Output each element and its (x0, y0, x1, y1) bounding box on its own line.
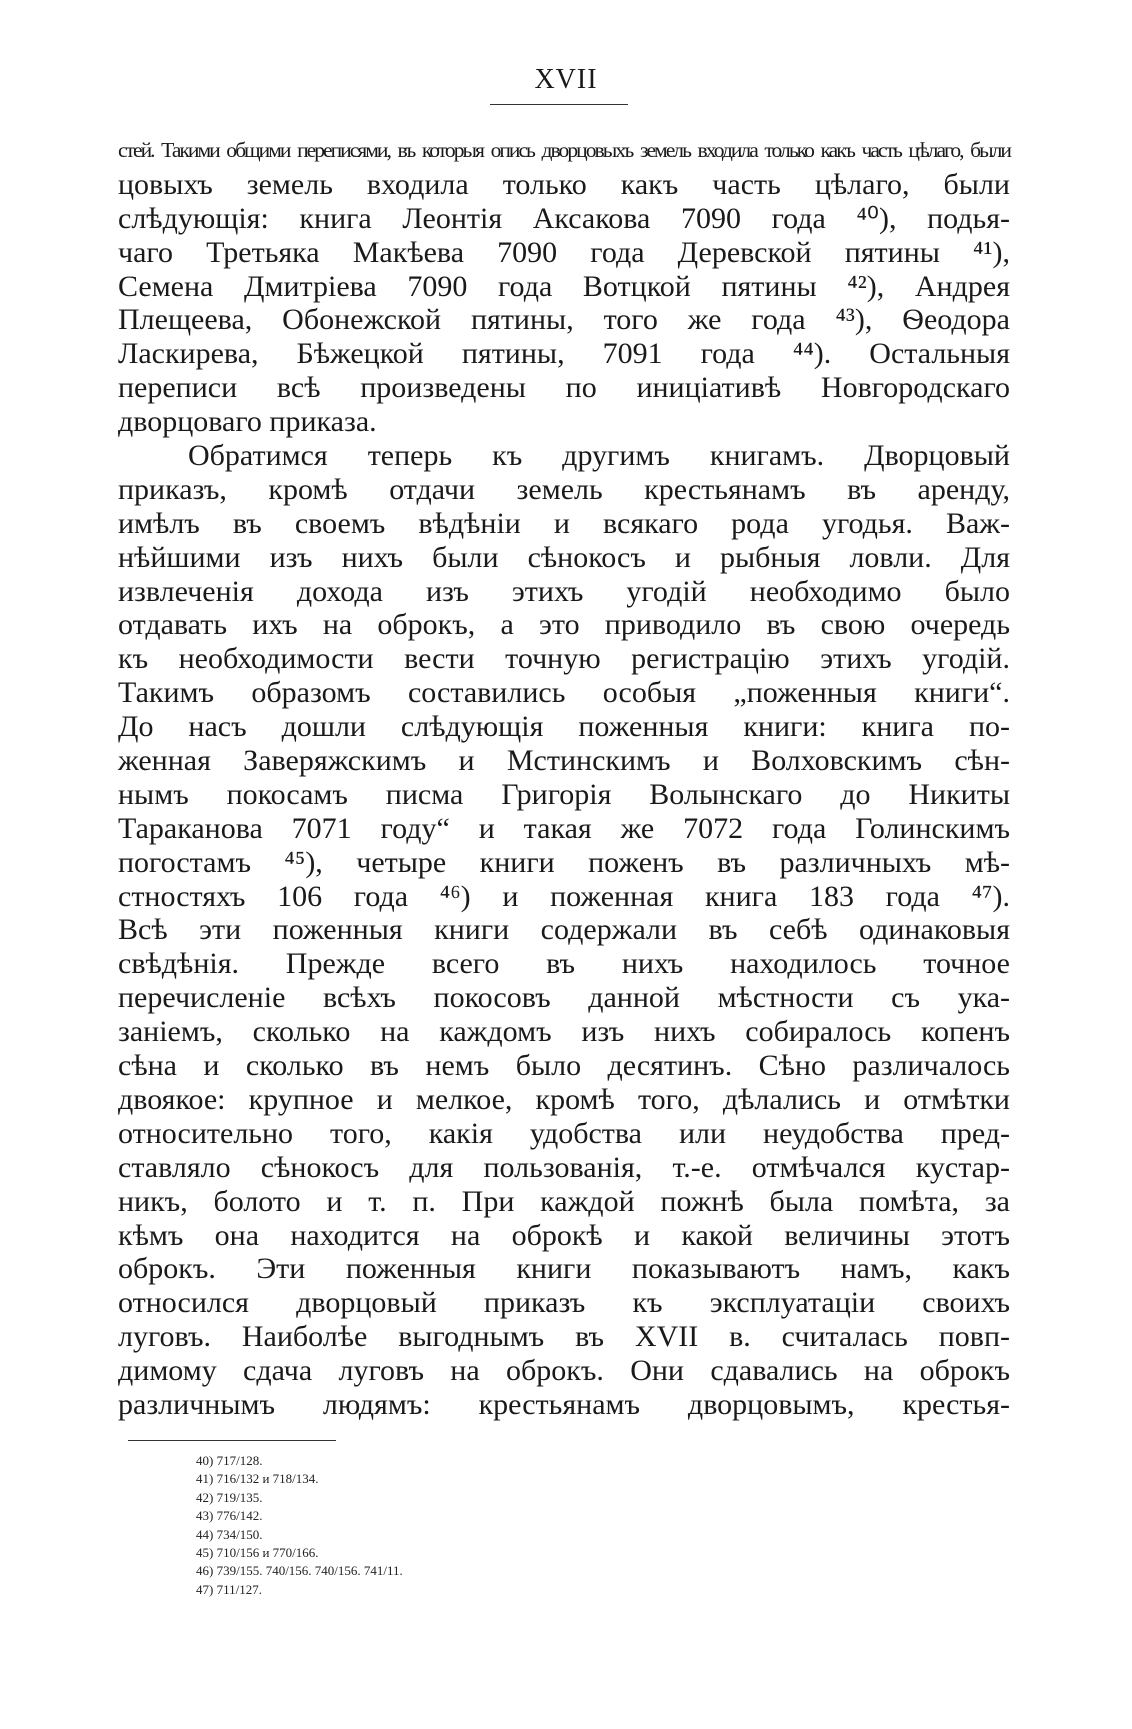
text-line: оброкъ. Эти поженныя книги показываютъ намъ, какъ (118, 1252, 1010, 1286)
text-line: переписи всѣ произведены по иниціативѣ Новгородскаго (118, 371, 1010, 405)
text-line: сѣна и сколько въ немъ было десятинъ. Сѣно различалось (118, 1049, 1010, 1083)
text-line: Тараканова 7071 году“ и такая же 7072 года Голинскимъ (118, 811, 1010, 845)
text-line: луговъ. Наиболѣе выгоднымъ въ XVII в. считалась повп- (118, 1320, 1010, 1354)
footnote: 40) 717/128. (196, 1453, 263, 1468)
text-line: ставляло сѣнокосъ для пользованія, т.-е. отмѣчался кустар- (118, 1150, 1010, 1184)
footnote: 46) 739/155. 740/156. 740/156. 741/11. (196, 1563, 403, 1579)
text-line: перечисленіе всѣхъ покосовъ данной мѣстности съ ука- (118, 981, 1010, 1015)
text-line: имѣлъ въ своемъ вѣдѣніи и всякаго рода угодья. Важ- (118, 506, 1010, 540)
text-line: Такимъ образомъ составились особыя „поженныя книги“. (118, 676, 1010, 710)
body-text (118, 134, 1010, 1422)
page-number: XVII (534, 64, 598, 95)
text-line: заніемъ, сколько на каждомъ изъ нихъ собиралось копенъ (118, 1015, 1010, 1049)
text-line: погостамъ ⁴⁵), четыре книги поженъ въ различныхъ мѣ- (118, 845, 1010, 879)
text-line: Семена Дмитріева 7090 года Вотцкой пятины ⁴²), Андрея (118, 269, 1010, 303)
footnote: 44) 734/150. (196, 1526, 263, 1542)
text-line: стей. Такими общими переписями, въ которыя опись дворцовыхъ земель входила только какъ часть цѣлаго, были (118, 138, 1010, 162)
text-line: относился дворцовый приказъ къ эксплуатаціи своихъ (118, 1286, 1010, 1320)
text-line: приказъ, кромѣ отдачи земель крестьянамъ въ аренду, (118, 472, 1010, 506)
text-line: различнымъ людямъ: крестьянамъ дворцовымъ, крестья- (118, 1387, 1010, 1421)
text-line: нымъ покосамъ писма Григорія Волынскаго до Никиты (118, 777, 1010, 811)
text-line: Обратимся теперь къ другимъ книгамъ. Дворцовый (188, 439, 1010, 473)
text-line: Всѣ эти поженныя книги содержали въ себѣ одинаковыя (118, 913, 1010, 947)
text-line: извлеченія дохода изъ этихъ угодій необходимо было (118, 574, 1010, 608)
footnote: 43) 776/142. (196, 1508, 263, 1524)
text-line: димому сдача луговъ на оброкъ. Они сдавались на оброкъ (118, 1354, 1010, 1388)
text-line: Плещеева, Обонежской пятины, того же года ⁴³), Ѳеодора (118, 303, 1010, 337)
text-line: слѣдующія: книга Леонтія Аксакова 7090 года ⁴⁰), подья- (118, 201, 1010, 235)
footnote-rule (128, 1440, 336, 1441)
footnotes (196, 1452, 596, 1599)
text-line: цовыхъ земель входила только какъ часть цѣлаго, были (118, 167, 1010, 201)
footnote: 47) 711/127. (196, 1581, 262, 1597)
text-line: никъ, болото и т. п. При каждой пожнѣ была помѣта, за (118, 1184, 1010, 1218)
text-line: двоякое: крупное и мелкое, кромѣ того, дѣлались и отмѣтки (118, 1082, 1010, 1116)
text-line: нѣйшими изъ нихъ были сѣнокосъ и рыбныя ловли. Для (118, 540, 1010, 574)
text-line: кѣмъ она находится на оброкѣ и какой величины этотъ (118, 1218, 1010, 1252)
text-line: свѣдѣнія. Прежде всего въ нихъ находилось точное (118, 947, 1010, 981)
text-line: относительно того, какія удобства или неудобства пред- (118, 1116, 1010, 1150)
text-line: къ необходимости вести точную регистрацію этихъ угодій. (118, 642, 1010, 676)
footnote: 41) 716/132 и 718/134. (196, 1471, 319, 1487)
footnote: 45) 710/156 и 770/166. (196, 1544, 319, 1560)
text-line: дворцоваго приказа. (118, 405, 377, 439)
text-line: отдавать ихъ на оброкъ, а это приводило въ свою очередь (118, 608, 1010, 642)
text-line: До насъ дошли слѣдующія поженныя книги: книга по- (118, 710, 1010, 744)
text-line: чаго Третьяка Макѣева 7090 года Деревской пятины ⁴¹), (118, 235, 1010, 269)
text-line: женная Заверяжскимъ и Мстинскимъ и Волховскимъ сѣн- (118, 744, 1010, 778)
text-line: Ласкирева, Бѣжецкой пятины, 7091 года ⁴⁴). Остальныя (118, 337, 1010, 371)
text-line: стностяхъ 106 года ⁴⁶) и поженная книга 183 года ⁴⁷). (118, 879, 1010, 913)
header-rule (490, 104, 628, 105)
footnote: 42) 719/135. (196, 1489, 263, 1505)
